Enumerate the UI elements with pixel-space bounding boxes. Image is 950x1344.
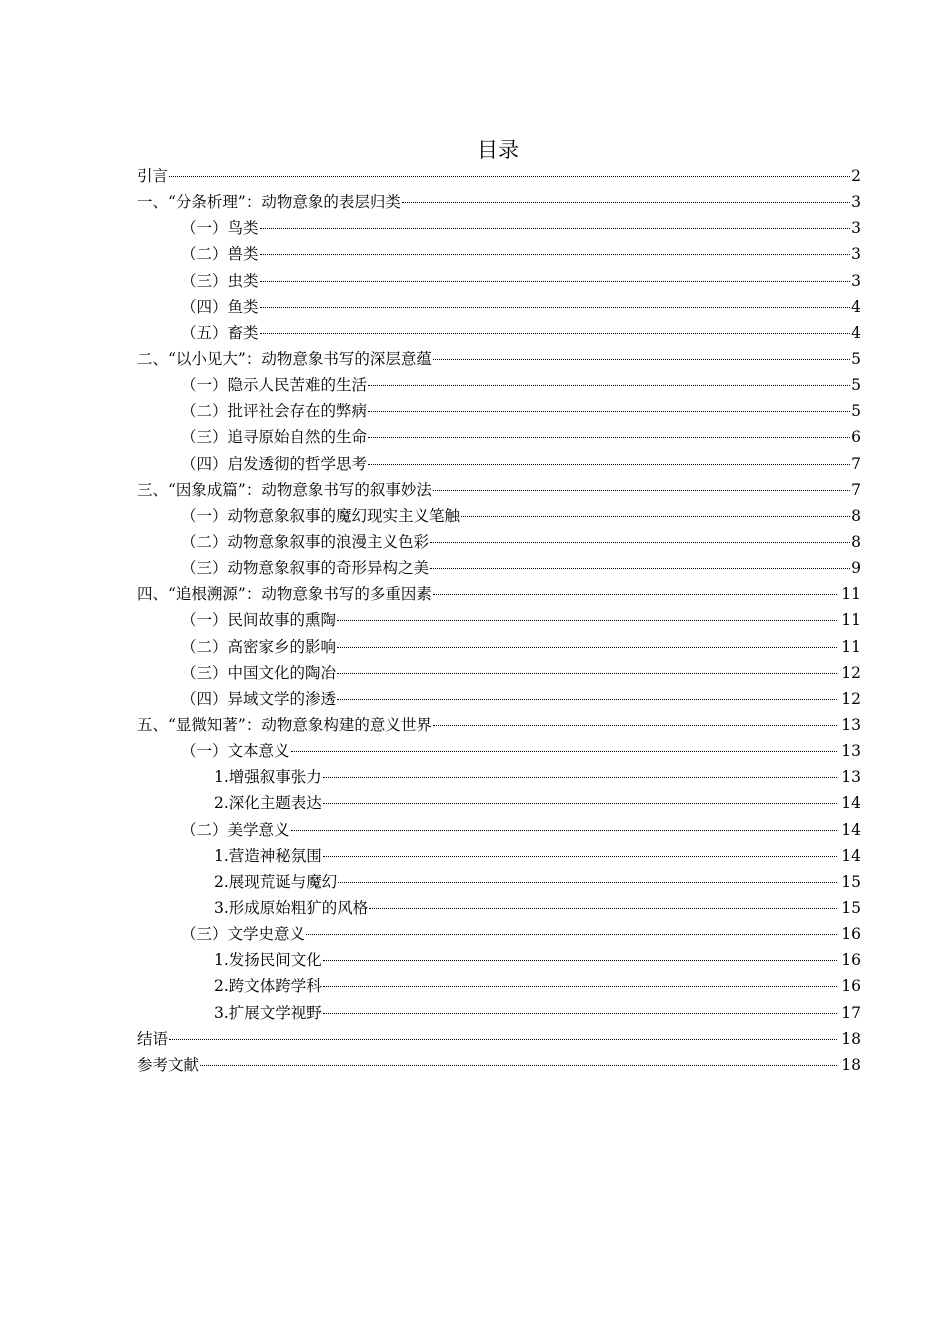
toc-dot-leader [338, 882, 837, 883]
toc-dot-leader [433, 490, 850, 491]
toc-entry-page: 7 [851, 454, 861, 473]
toc-dot-leader [169, 176, 850, 177]
toc-entry[interactable] [137, 241, 861, 267]
toc-entry[interactable] [137, 163, 861, 189]
toc-entry[interactable] [137, 346, 861, 372]
toc-entry-page: 13 [841, 742, 861, 761]
toc-entry[interactable] [137, 869, 861, 895]
toc-entry[interactable] [137, 1052, 861, 1078]
toc-entry-page: 11 [841, 637, 861, 656]
toc-entry-page: 3 [851, 193, 861, 212]
toc-entry-title: （二）兽类 [181, 245, 259, 264]
toc-dot-leader [368, 437, 850, 438]
toc-dot-leader [323, 960, 837, 961]
toc-entry-title: （二）批评社会存在的弊病 [181, 402, 368, 421]
toc-entry[interactable] [137, 947, 861, 973]
toc-dot-leader [433, 594, 837, 595]
toc-entry-page: 11 [841, 611, 861, 630]
toc-entry[interactable] [137, 189, 861, 215]
toc-entry-title: 结语 [137, 1029, 169, 1048]
toc-entry[interactable] [137, 215, 861, 241]
toc-entry[interactable] [137, 843, 861, 869]
toc-entry[interactable] [137, 686, 861, 712]
toc-entry[interactable] [137, 503, 861, 529]
toc-dot-leader [430, 542, 850, 543]
toc-entry[interactable] [137, 817, 861, 843]
toc-entry-title: （三）追寻原始自然的生命 [181, 428, 368, 447]
toc-entry[interactable] [137, 581, 861, 607]
toc-entry-page: 3 [851, 245, 861, 264]
toc-dot-leader [402, 202, 850, 203]
toc-entry-page: 18 [841, 1029, 861, 1048]
toc-entry[interactable] [137, 790, 861, 816]
toc-dot-leader [260, 254, 851, 255]
toc-dot-leader [430, 568, 850, 569]
toc-dot-leader [323, 856, 837, 857]
toc-dot-leader [337, 647, 837, 648]
toc-entry-title: 1.发扬民间文化 [214, 951, 322, 970]
toc-entry-page: 8 [851, 506, 861, 525]
toc-entry-page: 18 [841, 1055, 861, 1074]
toc-entry-page: 16 [841, 951, 861, 970]
toc-dot-leader [291, 751, 838, 752]
toc-entry-title: 2.展现荒诞与魔幻 [214, 872, 338, 891]
toc-entry-title: （二）高密家乡的影响 [181, 637, 337, 656]
toc-entry[interactable] [137, 712, 861, 738]
toc-entry-page: 5 [851, 376, 861, 395]
toc-entry-page: 15 [841, 898, 861, 917]
toc-entry[interactable] [137, 372, 861, 398]
toc-entry[interactable] [137, 607, 861, 633]
toc-entry-title: 1.增强叙事张力 [214, 768, 322, 787]
toc-entry-page: 4 [851, 297, 861, 316]
toc-entry[interactable] [137, 973, 861, 999]
toc-entry-page: 3 [851, 219, 861, 238]
toc-title: 目录 [477, 138, 519, 162]
toc-entry-page: 17 [841, 1003, 861, 1022]
toc-entry[interactable] [137, 738, 861, 764]
toc-dot-leader [433, 725, 837, 726]
toc-dot-leader [368, 411, 850, 412]
toc-dot-leader [337, 620, 837, 621]
toc-entry-page: 3 [851, 271, 861, 290]
toc-dot-leader [260, 228, 851, 229]
toc-entry-title: 1.营造神秘氛围 [214, 846, 322, 865]
toc-dot-leader [369, 908, 837, 909]
toc-dot-leader [323, 986, 837, 987]
toc-entry-page: 5 [851, 402, 861, 421]
toc-entry[interactable] [137, 555, 861, 581]
toc-list [137, 163, 861, 1078]
toc-entry-page: 16 [841, 977, 861, 996]
toc-entry[interactable] [137, 1000, 861, 1026]
toc-entry-title: 2.跨文体跨学科 [214, 977, 322, 996]
toc-entry-page: 9 [851, 559, 861, 578]
toc-entry-title: 2.深化主题表达 [214, 794, 322, 813]
toc-entry-title: 五、“显微知著”：动物意象构建的意义世界 [137, 715, 432, 734]
toc-dot-leader [323, 777, 837, 778]
toc-entry-page: 5 [851, 349, 861, 368]
toc-dot-leader [461, 516, 850, 517]
toc-entry-title: （三）动物意象叙事的奇形异构之美 [181, 559, 430, 578]
toc-entry-title: （三）中国文化的陶冶 [181, 663, 337, 682]
toc-entry[interactable] [137, 424, 861, 450]
toc-entry-page: 6 [851, 428, 861, 447]
toc-entry-title: 二、“以小见大”：动物意象书写的深层意蕴 [137, 349, 432, 368]
toc-dot-leader [306, 934, 837, 935]
toc-entry-title: （一）动物意象叙事的魔幻现实主义笔触 [181, 506, 461, 525]
toc-entry-page: 7 [851, 480, 861, 499]
toc-entry-title: （一）文本意义 [181, 742, 290, 761]
toc-entry[interactable] [137, 529, 861, 555]
toc-entry-page: 13 [841, 768, 861, 787]
toc-dot-leader [169, 1039, 837, 1040]
toc-entry-title: （二）动物意象叙事的浪漫主义色彩 [181, 532, 430, 551]
toc-entry-title: 参考文献 [137, 1055, 200, 1074]
toc-entry-title: （一）鸟类 [181, 219, 259, 238]
toc-entry-page: 15 [841, 872, 861, 891]
toc-entry-title: （三）文学史意义 [181, 925, 306, 944]
toc-entry-title: （一）隐示人民苦难的生活 [181, 376, 368, 395]
toc-entry[interactable] [137, 634, 861, 660]
toc-entry-page: 12 [841, 689, 861, 708]
toc-entry-title: 三、“因象成篇”：动物意象书写的叙事妙法 [137, 480, 432, 499]
toc-entry[interactable] [137, 1026, 861, 1052]
toc-entry-page: 14 [841, 794, 861, 813]
toc-entry[interactable] [137, 895, 861, 921]
toc-entry-page: 14 [841, 820, 861, 839]
toc-entry[interactable] [137, 921, 861, 947]
toc-entry-page: 16 [841, 925, 861, 944]
toc-dot-leader [200, 1065, 837, 1066]
toc-entry[interactable] [137, 268, 861, 294]
toc-entry-page: 8 [851, 532, 861, 551]
toc-entry[interactable] [137, 660, 861, 686]
toc-entry[interactable] [137, 398, 861, 424]
toc-entry-title: （四）异域文学的渗透 [181, 689, 337, 708]
toc-dot-leader [323, 803, 837, 804]
toc-dot-leader [368, 385, 850, 386]
toc-dot-leader [260, 307, 851, 308]
toc-dot-leader [368, 464, 850, 465]
toc-dot-leader [260, 333, 851, 334]
toc-entry[interactable] [137, 764, 861, 790]
toc-entry-page: 2 [851, 167, 861, 185]
toc-entry[interactable] [137, 294, 861, 320]
toc-dot-leader [433, 359, 850, 360]
toc-entry-title: 3.形成原始粗犷的风格 [214, 898, 369, 917]
toc-entry-title: （二）美学意义 [181, 820, 290, 839]
toc-entry-title: 3.扩展文学视野 [214, 1003, 322, 1022]
toc-entry-page: 14 [841, 846, 861, 865]
toc-dot-leader [337, 673, 837, 674]
toc-entry-title: 四、“追根溯源”：动物意象书写的多重因素 [137, 585, 432, 604]
toc-entry-title: （三）虫类 [181, 271, 259, 290]
toc-dot-leader [291, 830, 838, 831]
toc-entry[interactable] [137, 320, 861, 346]
toc-dot-leader [260, 281, 851, 282]
toc-dot-leader [337, 699, 837, 700]
toc-entry[interactable] [137, 451, 861, 477]
toc-entry[interactable] [137, 477, 861, 503]
toc-entry-title: （四）鱼类 [181, 297, 259, 316]
toc-dot-leader [323, 1013, 837, 1014]
toc-entry-title: （四）启发透彻的哲学思考 [181, 454, 368, 473]
toc-entry-title: 引言 [137, 167, 169, 185]
toc-entry-page: 4 [851, 323, 861, 342]
toc-entry-title: 一、“分条析理”：动物意象的表层归类 [137, 193, 401, 212]
toc-entry-page: 11 [841, 585, 861, 604]
toc-entry-page: 12 [841, 663, 861, 682]
toc-entry-title: （五）畜类 [181, 323, 259, 342]
toc-entry-title: （一）民间故事的熏陶 [181, 611, 337, 630]
toc-entry-page: 13 [841, 715, 861, 734]
